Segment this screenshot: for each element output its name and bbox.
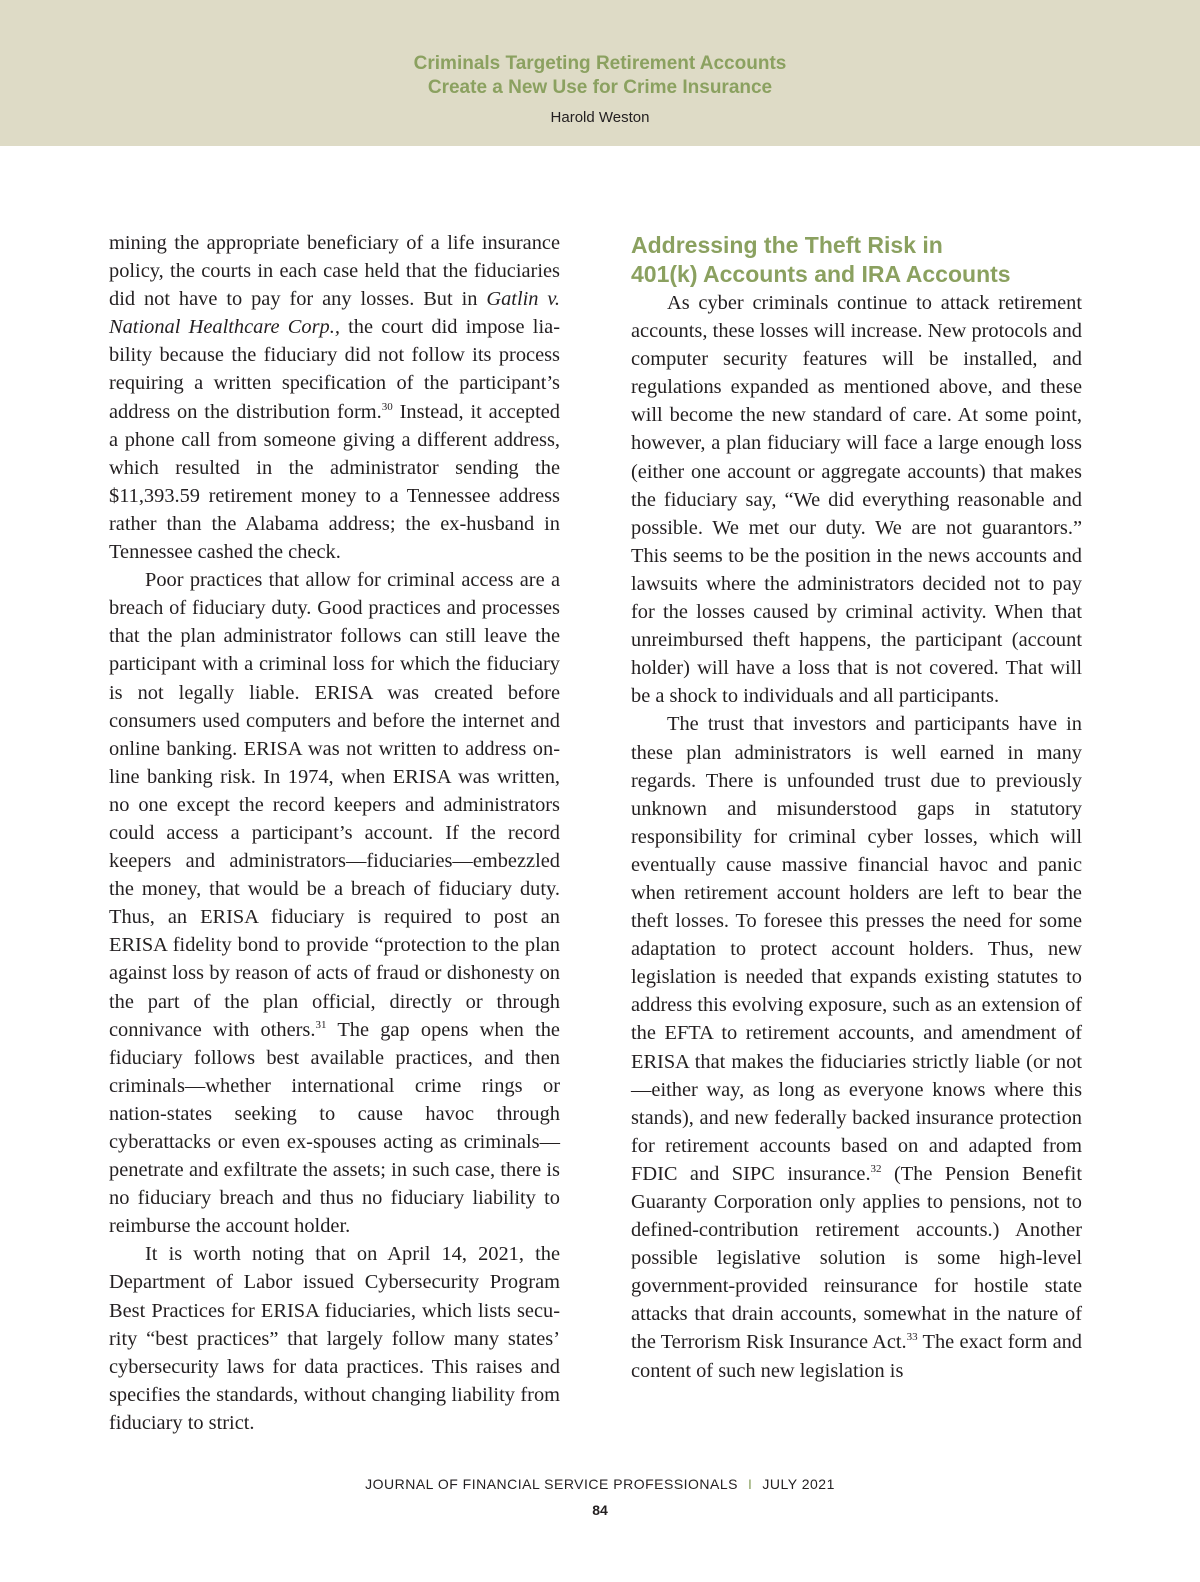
author-name: Harold Weston [550, 109, 650, 126]
right-column [631, 229, 1082, 1385]
footnote-ref: 33 [906, 1331, 918, 1344]
paragraph [631, 710, 1082, 1384]
paragraph: It is worth noting that on April 14, 2021, the Department of Labor issued Cybersecurity Program Best Practices for ERISA fiduciaries, which lists security “best practices” that largely follow many states’ cybersecurity laws for data practices. This raises and specifies the standards, without changing liability from fiduciary to strict. [109, 1243, 560, 1434]
footer-separator: I [748, 1476, 753, 1492]
paragraph [109, 566, 560, 1240]
running-footer [0, 1474, 1200, 1494]
paragraph-text: the court did impose liability because the fiduciary did not follow its process requiring a written specification of the participant’s address on the distribution form. [109, 316, 560, 423]
section-heading-line-2: 401(k) Accounts and IRA Accounts [631, 261, 1011, 287]
footnote-ref: 32 [870, 1162, 882, 1175]
paragraph-text: Poor practices that allow for criminal access are a breach of fiduciary duty. Good practices and processes that the plan administrator follows can still leave the participant with a criminal loss for which the fiduciary is not legally liable. ERISA was created before consumers used computers and before the internet and online banking. ERISA was not written to address online banking risk. In 1974, when ERISA was written, no one except the record keepers and administrators could access a participant’s account. If the record keepers and administrators—fiduciaries—embezzled the money, that would be a breach of fiduciary duty. Thus, an ERISA fiduciary is required to post an ERISA fidelity bond to provide “protection to the plan against loss by reason of acts of fraud or dishonesty on the part of the plan official, directly or through connivance with others. [109, 569, 560, 1041]
page-number: 84 [592, 1502, 608, 1518]
article-title-line-2: Create a New Use for Crime Insurance [427, 77, 773, 98]
left-column [109, 229, 560, 1437]
paragraph-text: The gap opens when the fiduciary follows best available practices, and then criminals—whether international crime rings or nation-states seeking to cause havoc through cyberattacks or even ex-spouses acting as criminals—penetrate and exfiltrate the assets; in such case, there is no fiduciary breach and thus no fiduciary liability to reimburse the account holder. [109, 1018, 560, 1238]
journal-name: JOURNAL OF FINANCIAL SERVICE PROFESSIONALS [365, 1476, 739, 1492]
article-title-line-1: Criminals Targeting Retirement Accounts [413, 53, 787, 74]
section-heading-line-1: Addressing the Theft Risk in [631, 232, 943, 258]
paragraph-text: mining the appropriate beneficiary of a life insurance policy, the courts in each case held that the fiduciaries did not have to pay for any losses. But in [109, 232, 560, 311]
footnote-ref: 31 [315, 1018, 327, 1031]
paragraph: As cyber criminals continue to attack retirement accounts, these losses will increase. New protocols and computer security features will be installed, and regulations expanded as mentioned above, and these will become the new standard of care. At some point, however, a plan fiduciary will face a large enough loss (either one account or aggregate accounts) that makes the fiduciary say, “We did everything reasonable and possible. We met our duty. We are not guarantors.” This seems to be the position in the news accounts and lawsuits where the administrators decided not to pay for the losses caused by criminal activity. When that unreimbursed theft happens, the participant (account holder) will have a loss that is not covered. That will be a shock to individuals and all participants. [631, 292, 1082, 708]
paragraph-text: The exact form and content of such new legislation is [631, 1331, 1083, 1382]
case-citation: Gatlin v. National Healthcare Corp., [109, 288, 561, 339]
running-header [0, 0, 1200, 146]
paragraph [109, 229, 560, 566]
footnote-ref: 30 [381, 400, 393, 413]
issue-date: JULY 2021 [762, 1476, 835, 1492]
paragraph-text: The trust that investors and participants have in these plan administrators is well earned in many regards. There is unfounded trust due to previously unknown and misunderstood gaps in statutory responsibility for criminal cyber losses, which will eventually cause massive financial havoc and panic when retirement account holders are left to bear the theft losses. To foresee this presses the need for some adaptation to protect account holders. Thus, new legislation is needed that expands existing statutes to address this evolving exposure, such as an extension of the EFTA to retirement accounts, and amendment of ERISA that makes the fiduciaries strictly liable (or not—either way, as long as everyone knows where this stands), and new federally backed insurance protection for retirement accounts based on and adapted from FDIC and SIPC insurance. [631, 713, 1082, 1185]
section-heading [631, 231, 1082, 289]
paragraph-text: (The Pension Benefit Guaranty Corporation only applies to pensions, not to defined-contribution retirement accounts.) Another possible legislative solution is some high-level government-provided reinsurance for hostile state attacks that drain accounts, somewhat in the nature of the Terrorism Risk Insurance Act. [631, 1162, 1082, 1354]
paragraph-text: Instead, it accepted a phone call from someone giving a different address, which resulted in the administrator sending the $11,393.59 retirement money to a Tennessee address rather than the Alabama address; the ex-husband in Tennessee cashed the check. [109, 400, 560, 564]
